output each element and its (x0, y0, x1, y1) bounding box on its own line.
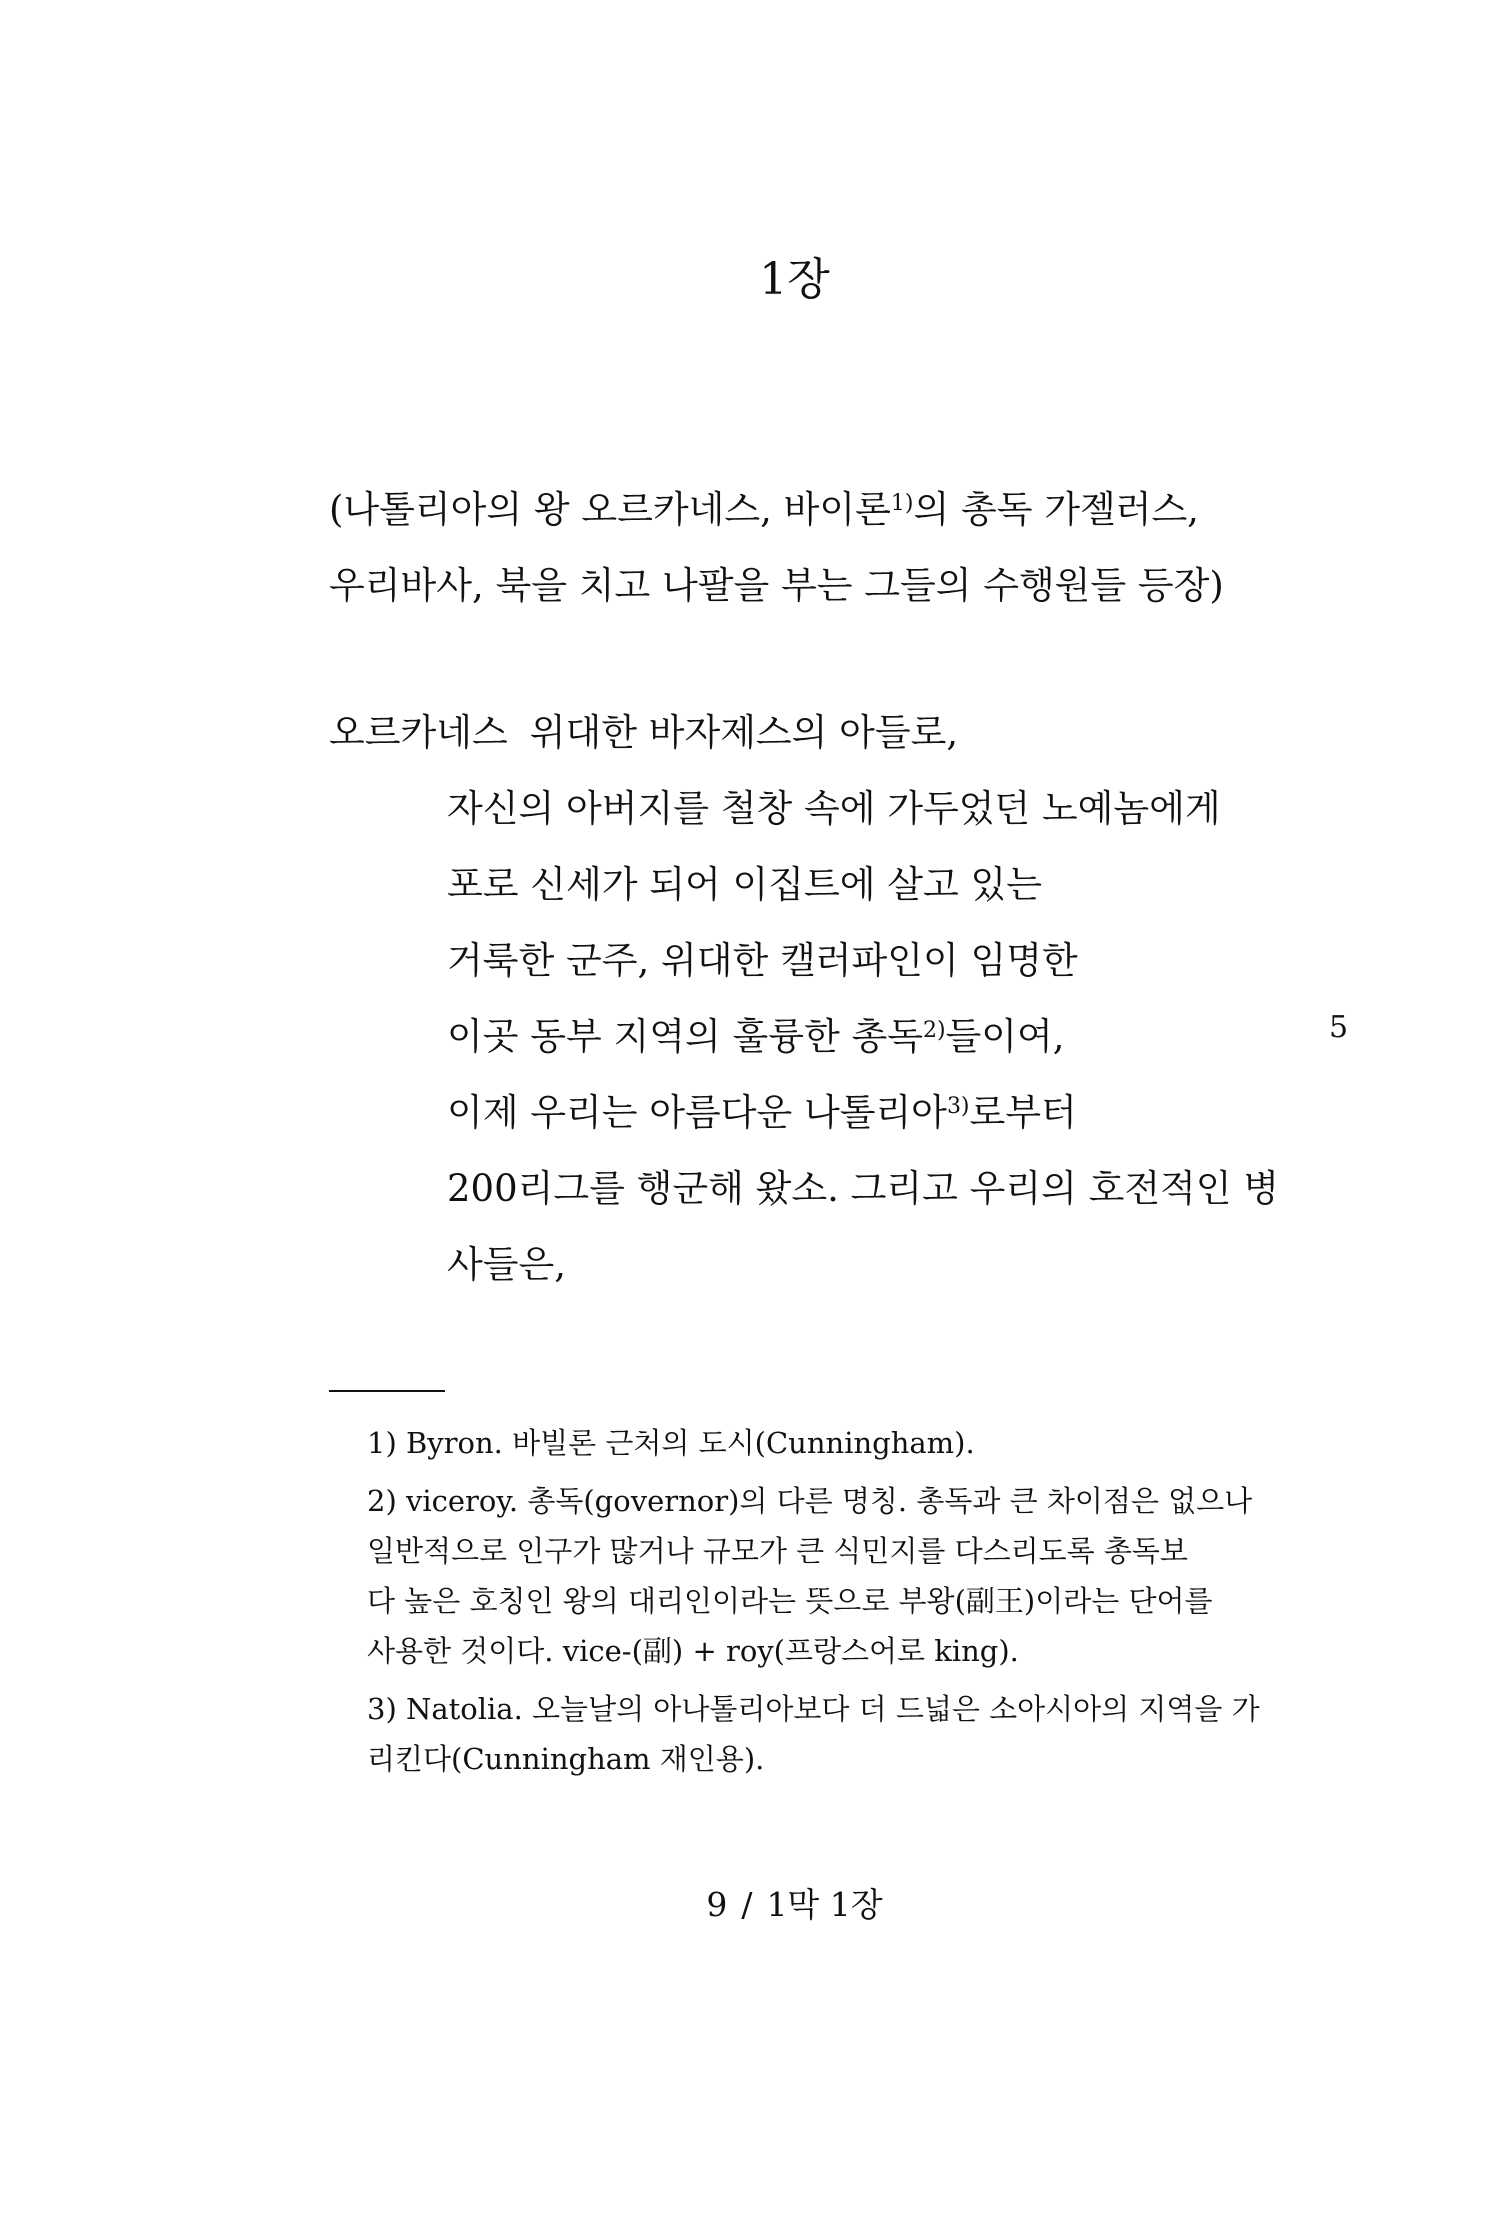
footnote-2 (329, 1476, 1269, 1676)
footnote-line: 2) viceroy. 총독(governor)의 다른 명칭. 총독과 큰 차이점은 없으나 (367, 1484, 1253, 1518)
footnote-line: 다 높은 호칭인 왕의 대리인이라는 뜻으로 부왕(副王)이라는 단어를 (367, 1584, 1213, 1618)
stage-direction (329, 472, 1224, 624)
verse-text: 들이여, (945, 1015, 1065, 1058)
verse-text: 로부터 (969, 1091, 1077, 1134)
verse-text: 이곳 동부 지역의 훌륭한 총독 (447, 1015, 923, 1058)
footnotes (329, 1418, 1269, 1792)
page-footer (0, 1880, 1512, 1930)
footnote-ref-2[interactable]: 2) (922, 1018, 946, 1043)
verse-line-3: 포로 신세가 되어 이집트에 살고 있는 (447, 863, 1042, 906)
footnote-line: 3) Natolia. 오늘날의 아나톨리아보다 더 드넓은 소아시아의 지역을 가 (367, 1692, 1260, 1726)
scene-title: 1장 (759, 254, 830, 305)
running-section: 1막 1장 (766, 1885, 883, 1924)
speaker-name: 오르카네스 (329, 711, 508, 754)
footnote-line: 리킨다(Cunningham 재인용). (367, 1742, 765, 1776)
verse-line-6 (447, 1075, 1279, 1151)
stage-direction-text: 의 총독 가젤러스, (913, 488, 1199, 531)
page-number: 9 (706, 1885, 728, 1924)
verse-line-4: 거룩한 군주, 위대한 캘러파인이 임명한 (447, 939, 1078, 982)
line-number: 5 (1329, 1010, 1349, 1045)
verse-line-8: 사들은, (447, 1243, 566, 1286)
stage-direction-text: (나톨리아의 왕 오르카네스, 바이론 (329, 488, 891, 531)
verse-line-5 (447, 999, 1279, 1075)
stage-direction-line-1 (329, 472, 1224, 548)
verse-line-2: 자신의 아버지를 철창 속에 가두었던 노예놈에게 (447, 787, 1221, 830)
verse-text: 위대한 바자제스의 아들로, (529, 711, 959, 754)
footer-separator: / (741, 1885, 753, 1924)
verse-text: 이제 우리는 아름다운 나톨리아 (447, 1091, 947, 1134)
speech-block (329, 695, 1279, 1303)
footnote-line: 1) Byron. 바빌론 근처의 도시(Cunningham). (367, 1426, 975, 1460)
stage-direction-line-2: 우리바사, 북을 치고 나팔을 부는 그들의 수행원들 등장) (329, 564, 1224, 607)
footnote-ref-1[interactable]: 1) (890, 491, 914, 516)
footnote-1 (329, 1418, 1269, 1468)
footnote-line: 일반적으로 인구가 많거나 규모가 큰 식민지를 다스리도록 총독보 (367, 1534, 1188, 1568)
footnote-ref-3[interactable]: 3) (946, 1094, 970, 1119)
verse-line-7: 200리그를 행군해 왔소. 그리고 우리의 호전적인 병 (447, 1167, 1280, 1210)
footnote-divider (329, 1390, 445, 1392)
speech-line-1 (329, 695, 1279, 771)
footnote-line: 사용한 것이다. vice-(副) + roy(프랑스어로 king). (367, 1634, 1019, 1668)
footnote-3 (329, 1684, 1269, 1784)
